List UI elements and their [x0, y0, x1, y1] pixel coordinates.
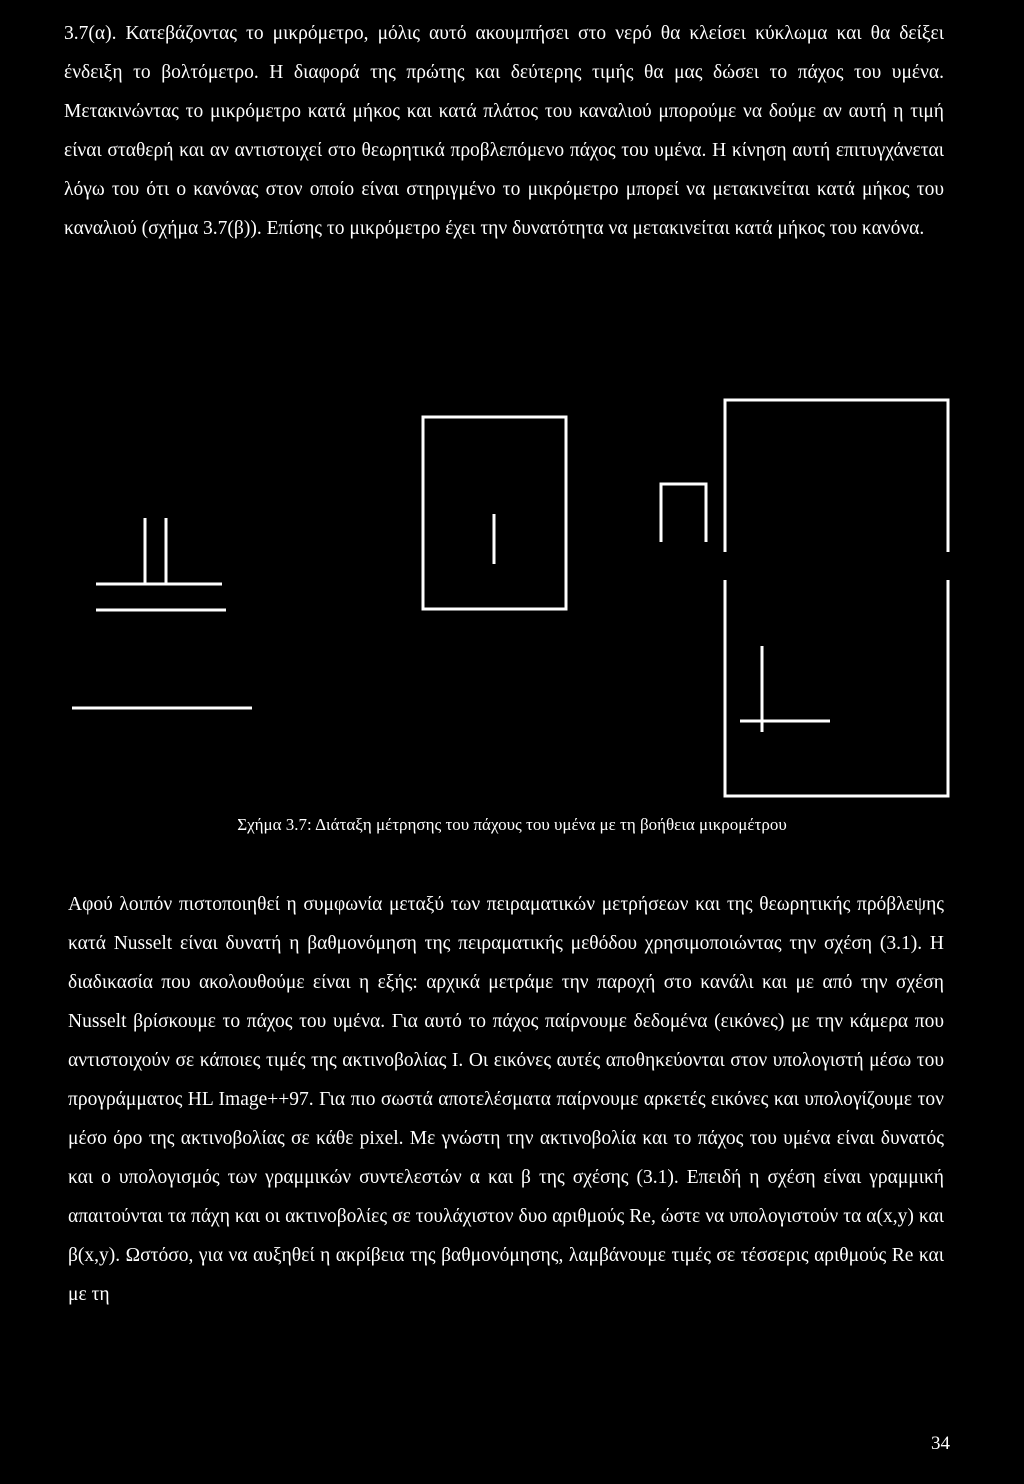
figure-caption: Σχήμα 3.7: Διάταξη μέτρησης του πάχους του υμένα με τη βοήθεια μικρομέτρου: [237, 815, 787, 834]
calibration-paragraph: Αφού λοιπόν πιστοποιηθεί η συμφωνία μεταξύ των πειραματικών μετρήσεων και της θεωρητικής πρόβλεψης κατά Nusselt είναι δυνατή η βαθμονόμηση της πειραματικής μεθόδου χρησιμοποιώντας την σχέση (3.1). Η διαδικασία που ακολουθούμε είναι η εξής: αρχικά μετράμε την παροχή στο κανάλι και με από την σχέση Nusselt βρίσκουμε το πάχος του υμένα. Για αυτό το πάχος παίρνουμε δεδομένα (εικόνες) με την κάμερα που αντιστοιχούν σε κάποιες τιμές της ακτινοβολίας I. Οι εικόνες αυτές αποθηκεύονται στον υπολογιστή μέσω του προγράμματος HL Image++97. Για πιο σωστά αποτελέσματα παίρνουμε αρκετές εικόνες και υπολογίζουμε τον μέσο όρο της ακτινοβολίας σε κάθε pixel. Με γνώστη την ακτινοβολία και το πάχος του υμένα είναι δυνατός και ο υπολογισμός των γραμμικών συντελεστών α και β της σχέσης (3.1). Επειδή η σχέση είναι γραμμική απαιτούνται τα πάχη και οι ακτινοβολίες σε τουλάχιστον δυο αριθμούς Re, ώστε να υπολογιστούν τα α(x,y) και β(x,y). Ωστόσο, για να αυξηθεί η ακρίβεια της βαθμονόμησης, λαμβάνουμε τιμές σε τέσσερις αριθμούς Re και με τη: [68, 894, 944, 1305]
channel-upper-frame: [725, 400, 948, 552]
micrometer-side-view-a: [72, 518, 252, 708]
micrometer-setup-diagram: [0, 390, 1024, 810]
ruler-frame: [423, 417, 566, 609]
channel-top-view-b: [423, 400, 948, 796]
page-number: 34: [931, 1433, 950, 1454]
intro-paragraph: 3.7(α). Κατεβάζοντας το μικρόμετρο, μόλις αυτό ακουμπήσει στο νερό θα κλείσει κύκλωμα και θα δείξει ένδειξη το βολτόμετρο. Η διαφορά της πρώτης και δεύτερης τιμής θα μας δώσει το πάχος του υμένα. Μετακινώντας το μικρόμετρο κατά μήκος και κατά πλάτος του καναλιού μπορούμε να δούμε αν αυτή η τιμή είναι σταθερή και αν αντιστοιχεί στο θεωρητικά προβλεπόμενο πάχος του υμένα. Η κίνηση αυτή επιτυγχάνεται λόγω του ότι ο κανόνας στον οποίο είναι στηριγμένο το μικρόμετρο μπορεί να μετακινείται κατά μήκος του καναλιού (σχήμα 3.7(β)). Επίσης το μικρόμετρο έχει την δυνατότητα να μετακινείται κατά μήκος του κανόνα.: [64, 23, 944, 239]
bracket-shape: [661, 484, 706, 542]
channel-lower-frame: [725, 580, 948, 796]
